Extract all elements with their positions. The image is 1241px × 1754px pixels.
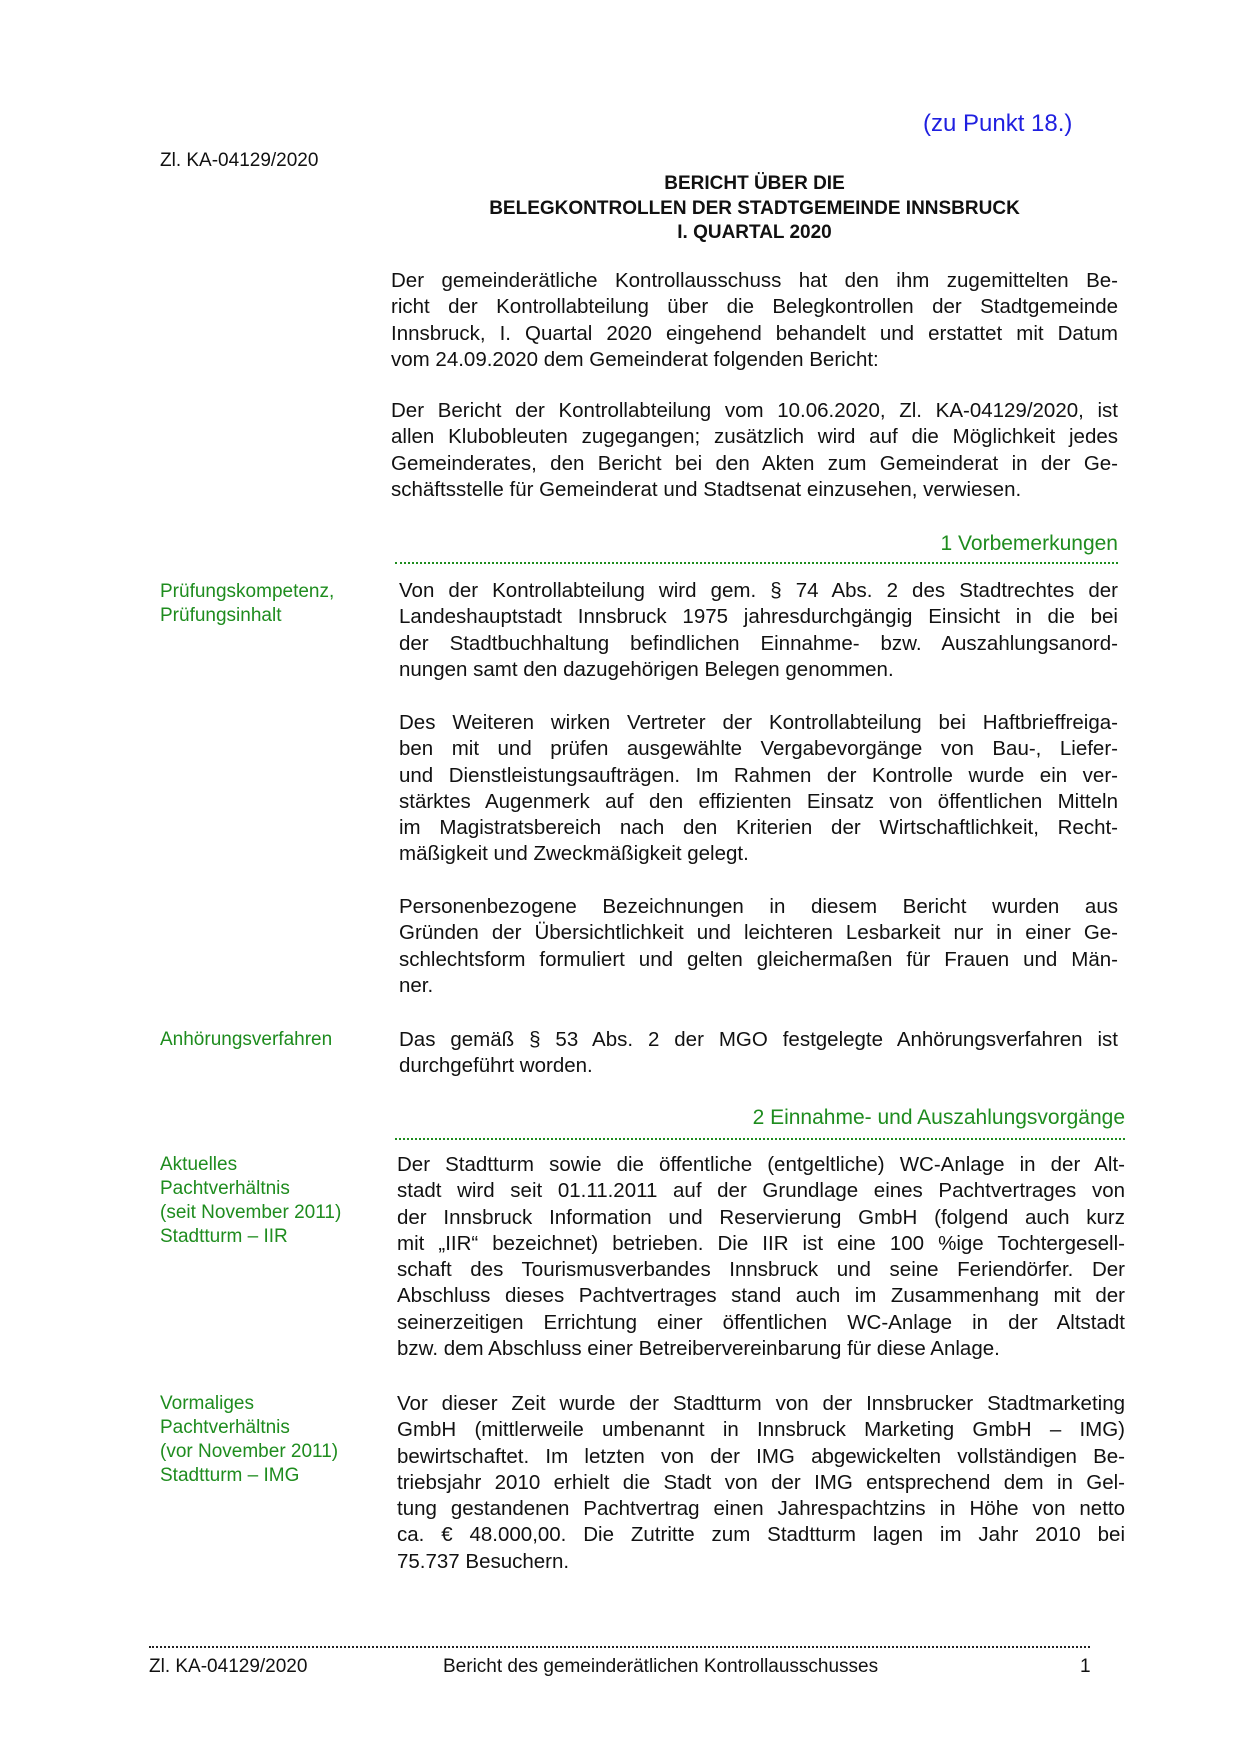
paragraph [397,1391,1125,1575]
paragraph-line: ca. € 48.000,00. Die Zutritte zum Stadtturm lagen im Jahr 2010 bei [397,1523,1125,1547]
paragraph-line: stärktes Augenmerk auf den effizienten Einsatz von öffentlichen Mitteln [399,789,1118,813]
footer-divider [149,1646,1090,1648]
paragraph [391,398,1118,503]
margin-label [160,1153,341,1249]
margin-label-line: Aktuelles [160,1154,238,1175]
paragraph-line: Der Bericht der Kontrollabteilung vom 10.06.2020, Zl. KA-04129/2020, ist [391,399,1118,422]
paragraph-line: ner. [399,973,434,997]
paragraph-line: allen Klubobleuten zugegangen; zusätzlich wird auf die Möglichkeit jedes [391,425,1118,449]
section-divider [395,1138,1125,1140]
paragraph-line: ben mit und prüfen ausgewählte Vergabevorgänge von Bau-, Liefer- [399,737,1118,761]
paragraph-line: stadt wird seit 01.11.2011 auf der Grundlage eines Pachtvertrages von [397,1179,1125,1203]
paragraph [399,710,1118,868]
section-heading: 1 Vorbemerkungen [940,532,1118,555]
paragraph-line: Der Stadtturm sowie die öffentliche (entgeltliche) WC-Anlage in der Alt- [397,1153,1125,1176]
margin-label-line: Vormaliges [160,1393,254,1414]
paragraph-line: Innsbruck, I. Quartal 2020 eingehend behandelt und erstattet mit Datum [391,321,1118,345]
paragraph-line: der Innsbruck Information und Reservierung GmbH (folgend auch kurz [397,1205,1125,1229]
paragraph-line: schaft des Tourismusverbandes Innsbruck und seine Feriendörfer. Der [397,1258,1125,1282]
title-line: BELEGKONTROLLEN DER STADTGEMEINDE INNSBRUCK [489,197,1020,219]
page-number: 1 [1080,1656,1091,1677]
title-line: I. QUARTAL 2020 [677,222,832,243]
paragraph-line: im Magistratsbereich nach den Kriterien der Wirtschaftlichkeit, Recht- [399,816,1118,840]
paragraph-line: mäßigkeit und Zweckmäßigkeit gelegt. [399,842,749,866]
margin-label-line: (vor November 2011) [160,1441,339,1462]
margin-label [160,1028,332,1052]
footer-file-number: Zl. KA-04129/2020 [149,1656,308,1677]
margin-label-line: Prüfungsinhalt [160,605,282,626]
paragraph-line: Vor dieser Zeit wurde der Stadtturm von der Innsbrucker Stadtmarketing [397,1392,1125,1415]
section-heading: 2 Einnahme- und Auszahlungsvorgänge [752,1106,1125,1129]
section-divider [395,562,1118,564]
margin-label [160,580,334,628]
paragraph [399,1027,1118,1080]
agenda-reference: (zu Punkt 18.) [923,110,1073,137]
paragraph-line: nungen samt den dazugehörigen Belegen genommen. [399,657,894,681]
margin-label-line: Pachtverhältnis [160,1417,290,1438]
paragraph-line: und Dienstleistungsaufträgen. Im Rahmen der Kontrolle wurde ein ver- [399,763,1118,787]
paragraph-line: vom 24.09.2020 dem Gemeinderat folgenden Bericht: [391,347,879,371]
paragraph-line: schlechtsform formuliert und gelten gleichermaßen für Frauen und Män- [399,947,1118,971]
title-line: BERICHT ÜBER DIE [664,173,845,194]
paragraph [391,268,1118,373]
paragraph-line: tung gestandenen Pachtvertrag einen Jahrespachtzins in Höhe von netto [397,1497,1125,1521]
document-title [391,172,1118,246]
paragraph-line: seinerzeitigen Errichtung einer öffentlichen WC-Anlage in der Altstadt [397,1310,1125,1334]
paragraph-line: Gemeinderates, den Bericht bei den Akten zum Gemeinderat in der Ge- [391,451,1118,475]
paragraph-line: Das gemäß § 53 Abs. 2 der MGO festgelegte Anhörungsverfahren ist [399,1028,1118,1051]
paragraph-line: Von der Kontrollabteilung wird gem. § 74 Abs. 2 des Stadtrechtes der [399,579,1118,602]
margin-label-line: Pachtverhältnis [160,1178,290,1199]
margin-label-line: Prüfungskompetenz, [160,581,335,602]
margin-label-line: Stadtturm – IMG [160,1465,300,1486]
paragraph-line: schäftsstelle für Gemeinderat und Stadtsenat einzusehen, verwiesen. [391,477,1022,501]
margin-label-line: (seit November 2011) [160,1202,342,1223]
paragraph [399,578,1118,683]
paragraph-line: Landeshauptstadt Innsbruck 1975 jahresdurchgängig Einsicht in die bei [399,605,1118,629]
paragraph-line: der Stadtbuchhaltung befindlichen Einnahme- bzw. Auszahlungsanord- [399,631,1118,655]
margin-label [160,1392,338,1488]
paragraph-line: 75.737 Besuchern. [397,1549,570,1573]
paragraph-line: durchgeführt worden. [399,1054,593,1078]
paragraph [397,1152,1125,1362]
paragraph-line: mit „IIR“ bezeichnet) betrieben. Die IIR ist eine 100 %ige Tochtergesell- [397,1231,1125,1255]
margin-label-line: Anhörungsverfahren [160,1029,333,1050]
paragraph-line: Gründen der Übersichtlichkeit und leichteren Lesbarkeit nur in einer Ge- [399,921,1118,945]
paragraph-line: Abschluss dieses Pachtvertrages stand auch im Zusammenhang mit der [397,1284,1125,1308]
footer-title: Bericht des gemeinderätlichen Kontrollausschusses [443,1656,879,1677]
paragraph-line: bzw. dem Abschluss einer Betreibervereinbarung für diese Anlage. [397,1337,1000,1361]
paragraph-line: GmbH (mittlerweile umbenannt in Innsbruck Marketing GmbH – IMG) [397,1418,1125,1442]
paragraph-line: triebsjahr 2010 erhielt die Stadt von der IMG entsprechend dem in Gel- [397,1470,1125,1494]
paragraph-line: richt der Kontrollabteilung über die Belegkontrollen der Stadtgemeinde [391,295,1118,319]
file-number: Zl. KA-04129/2020 [160,150,319,171]
paragraph-line: Personenbezogene Bezeichnungen in diesem Bericht wurden aus [399,895,1118,918]
paragraph-line: Der gemeinderätliche Kontrollausschuss hat den ihm zugemittelten Be- [391,269,1118,292]
margin-label-line: Stadtturm – IIR [160,1226,288,1247]
paragraph-line: bewirtschaftet. Im letzten von der IMG abgewickelten vollständigen Be- [397,1444,1125,1468]
paragraph-line: Des Weiteren wirken Vertreter der Kontrollabteilung bei Haftbrieffreiga- [399,711,1118,734]
paragraph [399,894,1118,999]
